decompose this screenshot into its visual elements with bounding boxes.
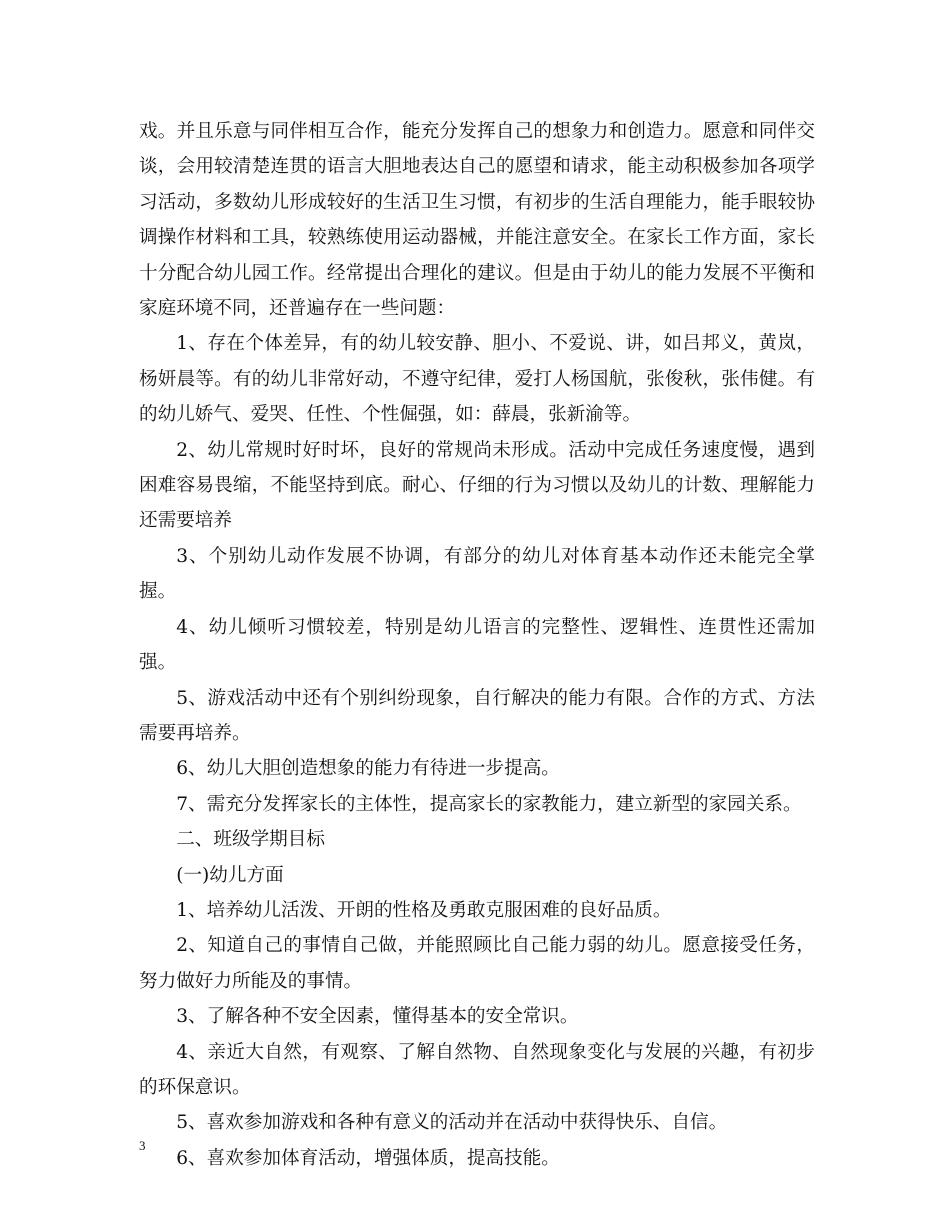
paragraph-issue-3: 3、个别幼儿动作发展不协调，有部分的幼儿对体育基本动作还未能完全掌握。: [139, 545, 815, 603]
paragraph-issue-1: 1、存在个体差异，有的幼儿较安静、胆小、不爱说、讲，如吕邦义，黄岚，杨妍晨等。有的幼儿非常好动，不遵守纪律，爱打人杨国航，张俊秋，张伟健。有的幼儿娇气、爱哭、任性、个性倔强，如：薛晨，张新渝等。: [139, 333, 815, 426]
page-number: 3: [139, 1138, 146, 1153]
paragraph-issue-5: 5、游戏活动中还有个别纠纷现象，自行解决的能力有限。合作的方式、方法需要再培养。: [139, 687, 815, 744]
subsection-heading-children: (一)幼儿方面: [176, 864, 284, 886]
paragraph-issue-6: 6、幼儿大胆创造想象的能力有待进一步提高。: [176, 758, 560, 780]
paragraph-issue-7: 7、需充分发挥家长的主体性，提高家长的家教能力，建立新型的家园关系。: [176, 793, 802, 815]
paragraph-goal-2: 2、知道自己的事情自己做，并能照顾比自己能力弱的幼儿。愿意接受任务，努力做好力所能及的事情。: [139, 935, 815, 992]
paragraph-continuation: 戏。并且乐意与同伴相互合作，能充分发挥自己的想象力和创造力。愿意和同伴交谈，会用较清楚连贯的语言大胆地表达自己的愿望和请求，能主动积极参加各项学习活动，多数幼儿形成较好的生活卫生习惯，有初步的生活自理能力，能手眼较协调操作材料和工具，较熟练使用运动器械，并能注意安全。在家长工作方面，家长十分配合幼儿园工作。经常提出合理化的建议。但是由于幼儿的能力发展不平衡和家庭环境不同，还普遍存在一些问题：: [139, 121, 815, 320]
paragraph-goal-5: 5、喜欢参加游戏和各种有意义的活动并在活动中获得快乐、自信。: [176, 1112, 728, 1134]
document-body: [139, 114, 815, 1176]
paragraph-goal-4: 4、亲近大自然，有观察、了解自然物、自然现象变化与发展的兴趣，有初步的环保意识。: [139, 1041, 815, 1098]
paragraph-goal-1: 1、培养幼儿活泼、开朗的性格及勇敢克服困难的良好品质。: [176, 899, 672, 921]
paragraph-issue-4: 4、幼儿倾听习惯较差，特别是幼儿语言的完整性、逻辑性、连贯性还需加强。: [139, 616, 815, 674]
paragraph-goal-3: 3、了解各种不安全因素，懂得基本的安全常识。: [176, 1006, 579, 1028]
section-heading-goals: 二、班级学期目标: [176, 829, 325, 851]
paragraph-issue-2: 2、幼儿常规时好时坏，良好的常规尚未形成。活动中完成任务速度慢，遇到困难容易畏缩，不能坚持到底。耐心、仔细的行为习惯以及幼儿的计数、理解能力还需要培养: [139, 439, 815, 532]
paragraph-goal-6: 6、喜欢参加体育活动，增强体质，提高技能。: [176, 1147, 560, 1169]
